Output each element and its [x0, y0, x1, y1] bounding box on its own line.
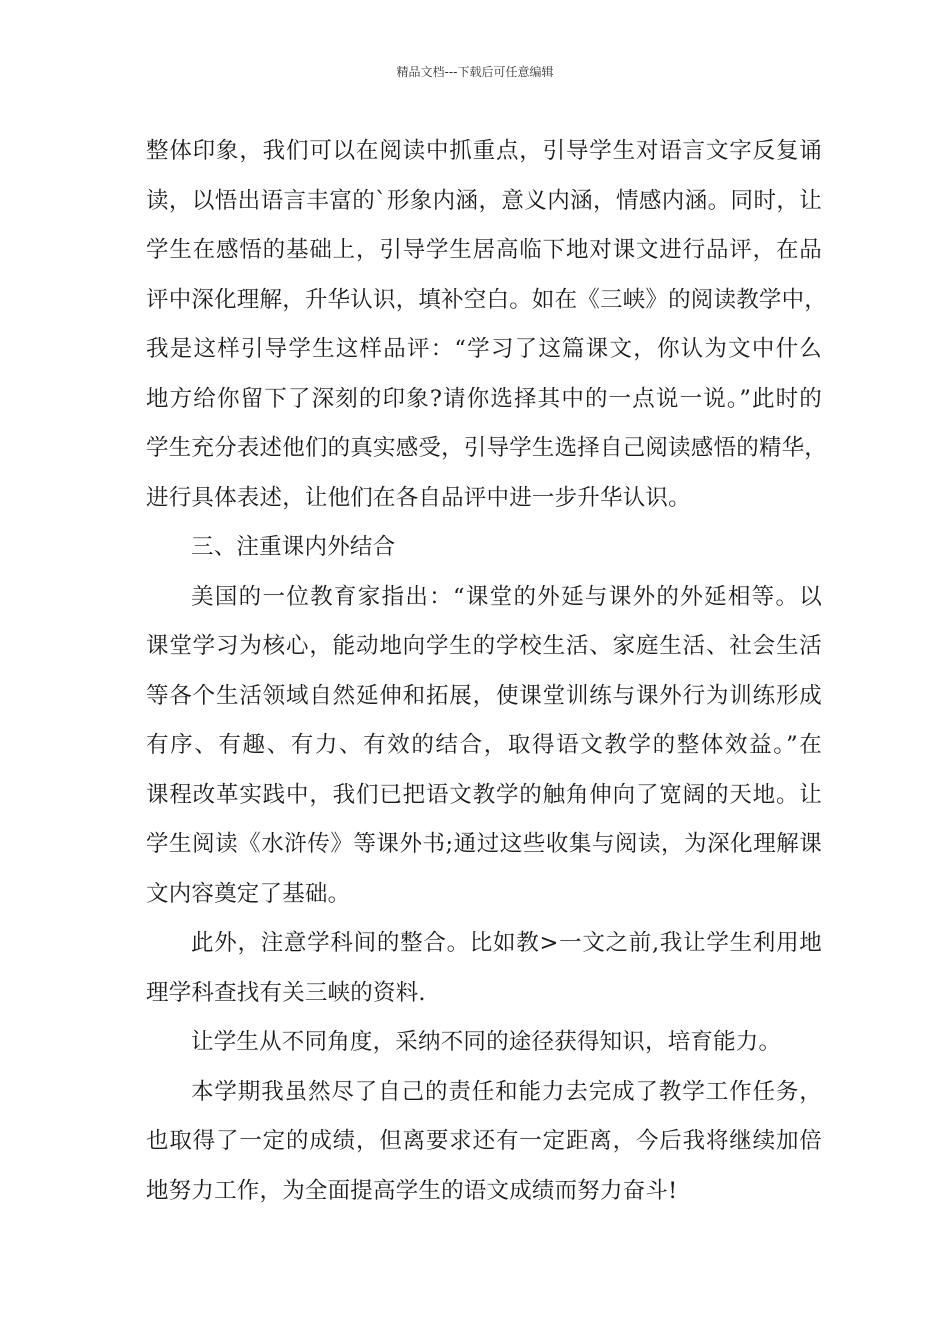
text-line: 我是这样引导学生这样品评：“学习了这篇课文，你认为文中什么: [146, 336, 822, 362]
text-line: 读，以悟出语言丰富的`形象内涵，意义内涵，情感内涵。同时，让: [146, 187, 822, 214]
text-line: 此外，注意学科间的整合。比如教>一文之前,我让学生利用地: [191, 930, 822, 956]
text-line: 三、注重课内外结合: [191, 534, 396, 560]
text-line: 让学生从不同角度，采纳不同的途径获得知识，培育能力。: [191, 1029, 782, 1055]
text-line: 整体印象，我们可以在阅读中抓重点，引导学生对语言文字反复诵: [146, 138, 822, 164]
text-line: 等各个生活领域自然延伸和拓展，使课堂训练与课外行为训练形成: [146, 682, 822, 709]
page-header: 精品文档---下载后可任意编辑: [396, 65, 554, 79]
text-line: 理学科查找有关三峡的资料.: [146, 979, 426, 1006]
text-line: 学生在感悟的基础上，引导学生居高临下地对课文进行品评，在品: [146, 237, 822, 263]
text-line: 本学期我虽然尽了自己的责任和能力去完成了教学工作任务，: [191, 1078, 822, 1105]
text-line: 地方给你留下了深刻的印象?请你选择其中的一点说一说。”此时的: [146, 385, 822, 412]
text-line: 课堂学习为核心，能动地向学生的学校生活、家庭生活、社会生活: [146, 633, 822, 659]
text-line: 学生充分表述他们的真实感受，引导学生选择自己阅读感悟的精华，: [146, 435, 828, 461]
text-line: 评中深化理解，升华认识，填补空白。如在《三峡》的阅读教学中，: [146, 286, 828, 313]
document-body: [146, 127, 828, 1216]
text-line: 地努力工作，为全面提高学生的语文成绩而努力奋斗!: [146, 1177, 678, 1204]
text-line: 课程改革实践中，我们已把语文教学的触角伸向了宽阔的天地。让: [146, 781, 822, 808]
text-line: 有序、有趣、有力、有效的结合，取得语文教学的整体效益。”在: [146, 732, 822, 758]
text-line: 学生阅读《水浒传》等课外书;通过这些收集与阅读，为深化理解课: [146, 831, 822, 857]
text-line: 也取得了一定的成绩，但离要求还有一定距离，今后我将继续加倍: [146, 1128, 822, 1154]
text-line: 文内容奠定了基础。: [146, 880, 351, 907]
text-line: 美国的一位教育家指出：“课堂的外延与课外的外延相等。以: [191, 583, 822, 610]
text-line: 进行具体表述，让他们在各自品评中进一步升华认识。: [146, 484, 691, 511]
